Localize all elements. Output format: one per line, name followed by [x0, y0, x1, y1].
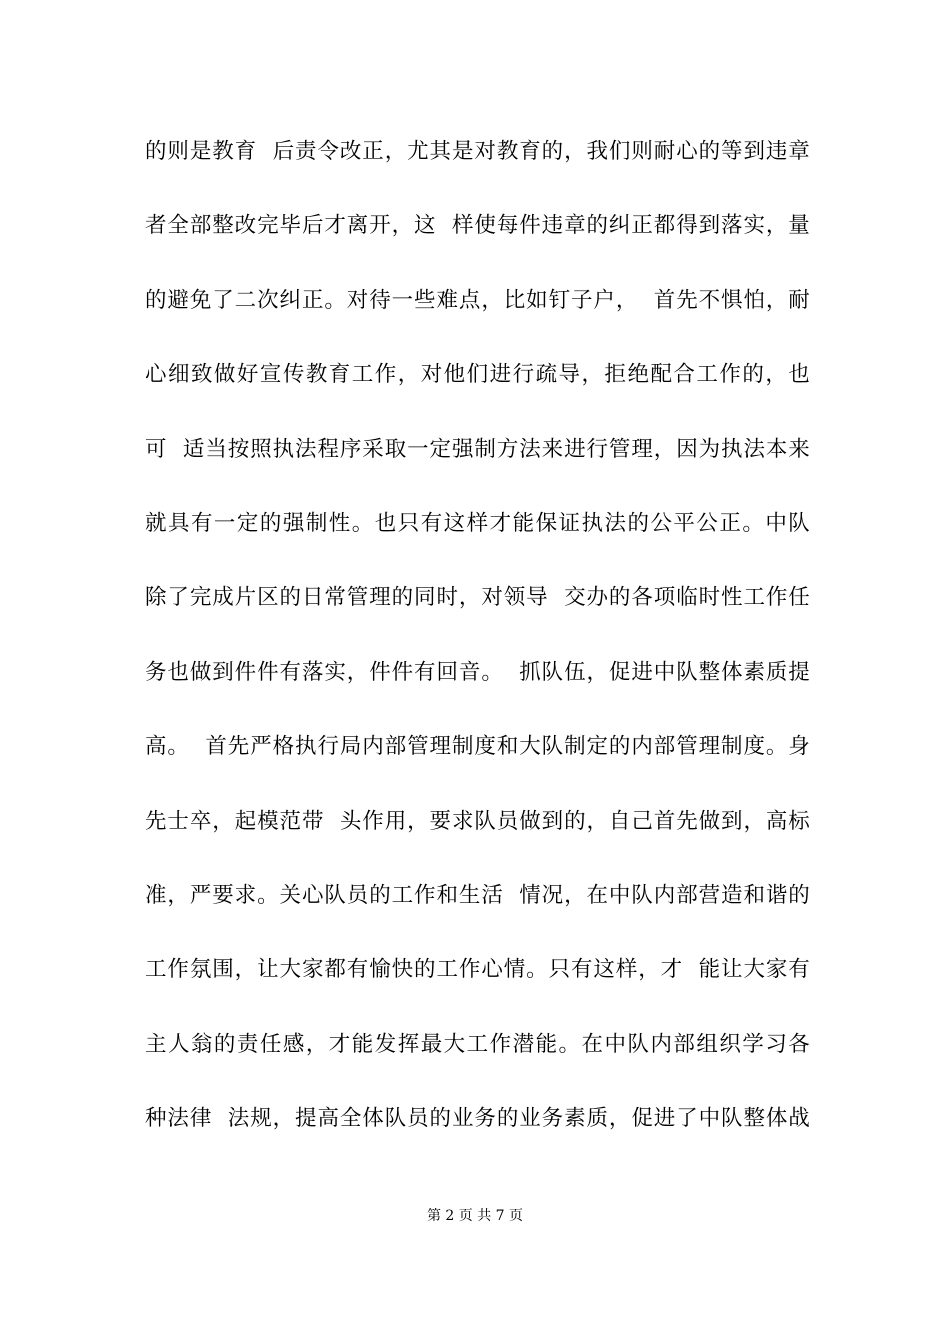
- text-line: 主人翁的责任感，才能发挥最大工作潜能。在中队内部组织学习各: [145, 1031, 810, 1057]
- text-line: 务也做到件件有落实，件件有回音。 抓队伍，促进中队整体素质提: [145, 659, 810, 685]
- text-line: 的则是教育 后责令改正，尤其是对教育的，我们则耐心的等到违章: [145, 139, 810, 164]
- text-line: 者全部整改完毕后才离开，这 样使每件违章的纠正都得到落实，量: [145, 213, 810, 239]
- text-line: 高。 首先严格执行局内部管理制度和大队制定的内部管理制度。身: [145, 734, 810, 760]
- text-line: 除了完成片区的日常管理的同时，对领导 交办的各项临时性工作任: [145, 585, 810, 611]
- text-line: 的避免了二次纠正。对待一些难点，比如钉子户， 首先不惧怕，耐: [145, 287, 810, 313]
- text-line: 种法律 法规，提高全体队员的业务的业务素质，促进了中队整体战: [145, 1106, 810, 1132]
- page-footer: [0, 1206, 950, 1226]
- text-line: 先士卒，起模范带 头作用，要求队员做到的，自己首先做到，高标: [145, 808, 810, 834]
- text-line: 心细致做好宣传教育工作，对他们进行疏导，拒绝配合工作的，也: [145, 362, 810, 388]
- page-number: 第 2 页 共 7 页: [426, 1208, 524, 1224]
- text-line: 可 适当按照执法程序采取一定强制方法来进行管理，因为执法本来: [145, 436, 810, 462]
- body-text: [145, 128, 810, 1169]
- text-line: 工作氛围，让大家都有愉快的工作心情。只有这样，才 能让大家有: [145, 957, 810, 983]
- text-line: 就具有一定的强制性。也只有这样才能保证执法的公平公正。中队: [145, 510, 810, 536]
- text-line: 准，严要求。关心队员的工作和生活 情况，在中队内部营造和谐的: [145, 882, 810, 908]
